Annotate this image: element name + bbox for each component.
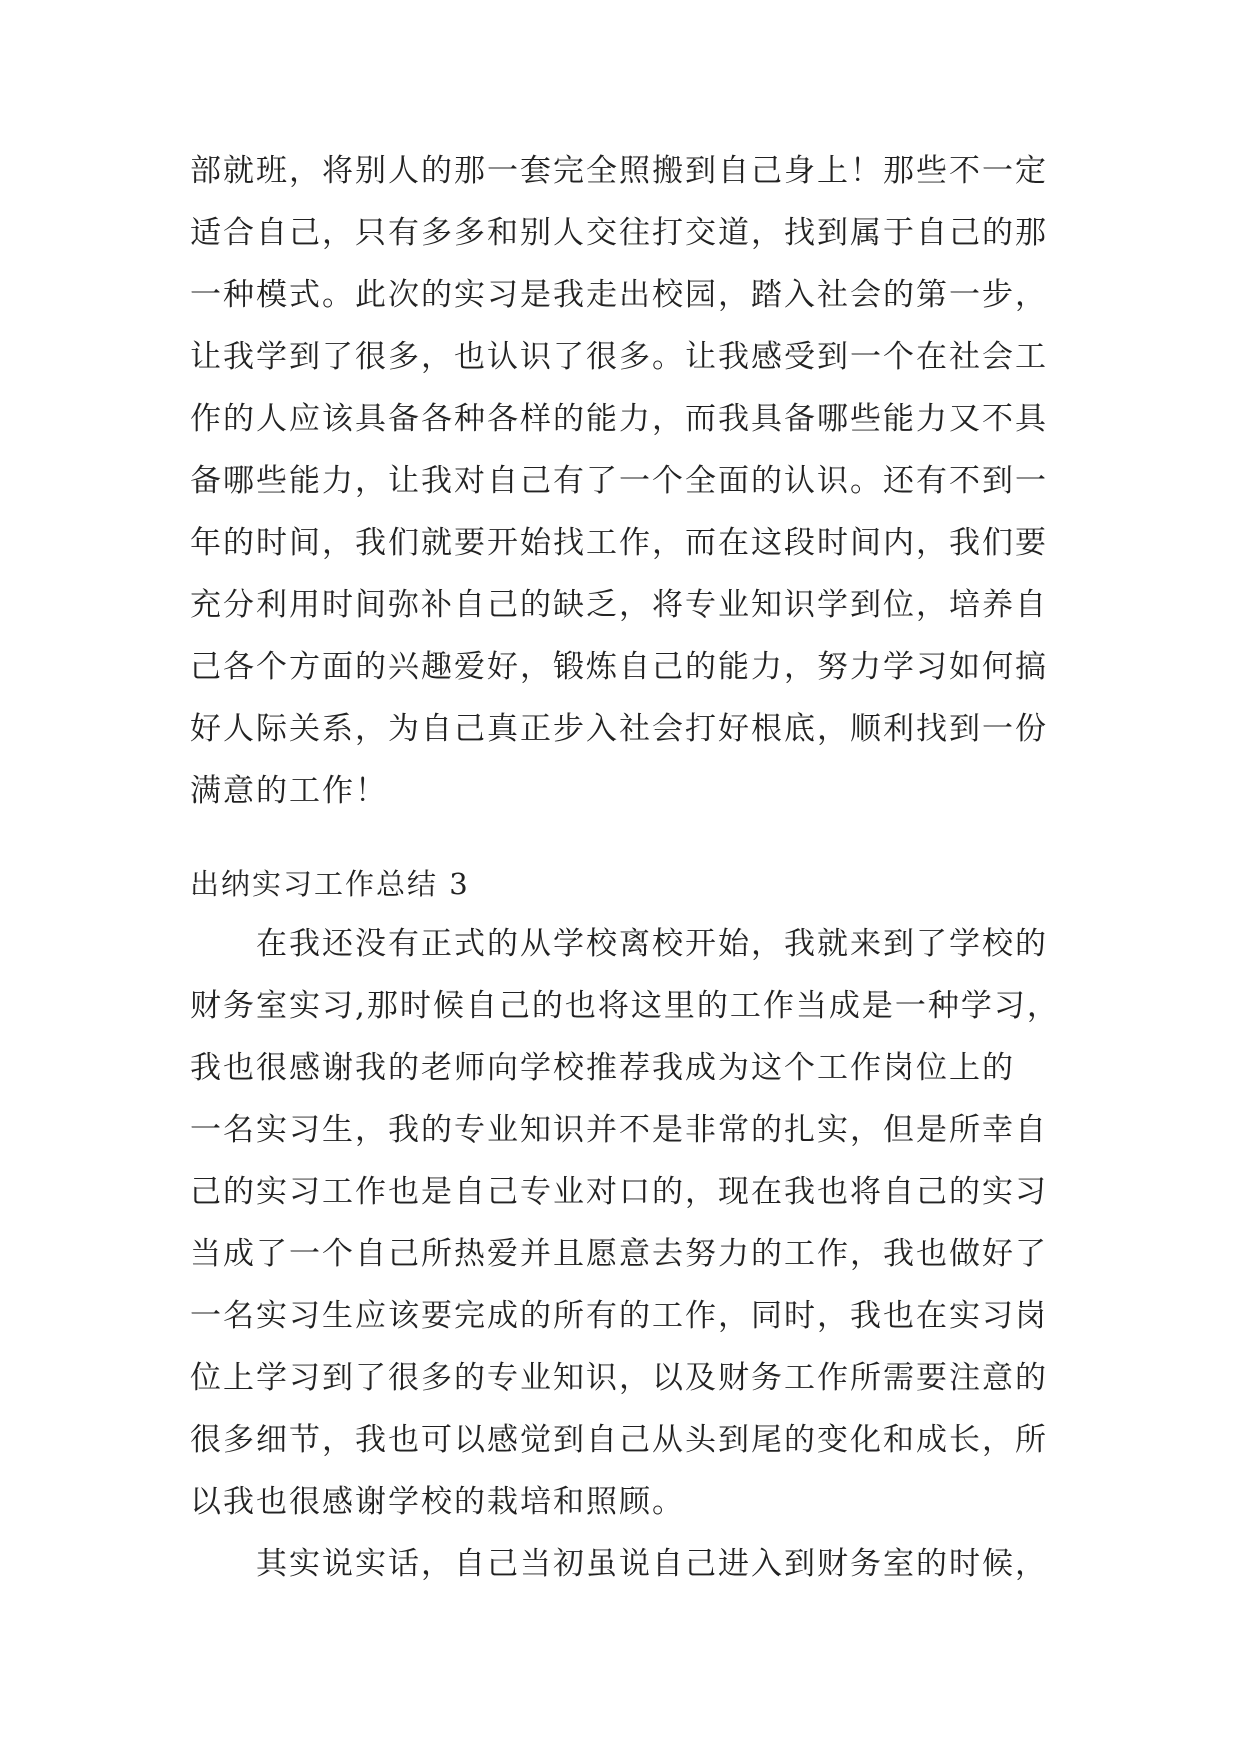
paragraph-line: 好人际关系，为自己真正步入社会打好根底，顺利找到一份 <box>190 711 1048 747</box>
paragraph-line: 满意的工作！ <box>190 773 388 809</box>
paragraph-line: 一名实习生应该要完成的所有的工作，同时，我也在实习岗 <box>190 1298 1048 1334</box>
section-heading-block <box>190 853 1060 915</box>
paragraph-line: 在我还没有正式的从学校离校开始，我就来到了学校的 <box>256 926 1048 962</box>
paragraph-line: 一名实习生，我的专业知识并不是非常的扎实，但是所幸自 <box>190 1112 1048 1148</box>
paragraph-line: 适合自己，只有多多和别人交往打交道，找到属于自己的那 <box>190 215 1048 251</box>
section-heading: 出纳实习工作总结 3 <box>190 867 470 901</box>
paragraph-line: 部就班，将别人的那一套完全照搬到自己身上！那些不一定 <box>190 153 1048 189</box>
continued-paragraph <box>190 140 1060 822</box>
paragraph-line: 充分利用时间弥补自己的缺乏，将专业知识学到位，培养自 <box>190 587 1048 623</box>
paragraph-line: 作的人应该具备各种各样的能力，而我具备哪些能力又不具 <box>190 401 1048 437</box>
paragraph-line: 己各个方面的兴趣爱好，锻炼自己的能力，努力学习如何搞 <box>190 649 1048 685</box>
section-paragraph-1 <box>190 913 1060 1533</box>
paragraph-line: 一种模式。此次的实习是我走出校园，踏入社会的第一步， <box>190 277 1048 313</box>
paragraph-line: 年的时间，我们就要开始找工作，而在这段时间内，我们要 <box>190 525 1048 561</box>
paragraph-line: 当成了一个自己所热爱并且愿意去努力的工作，我也做好了 <box>190 1236 1048 1272</box>
paragraph-line: 以我也很感谢学校的栽培和照顾。 <box>190 1484 685 1520</box>
paragraph-line: 其实说实话，自己当初虽说自己进入到财务室的时候， <box>256 1546 1048 1582</box>
section-paragraph-2 <box>190 1533 1060 1595</box>
paragraph-line: 财务室实习,那时候自己的也将这里的工作当成是一种学习， <box>190 988 1060 1024</box>
paragraph-line: 很多细节，我也可以感觉到自己从头到尾的变化和成长，所 <box>190 1422 1048 1458</box>
paragraph-line: 我也很感谢我的老师向学校推荐我成为这个工作岗位上的 <box>190 1050 1015 1086</box>
paragraph-line: 己的实习工作也是自己专业对口的，现在我也将自己的实习 <box>190 1174 1048 1210</box>
paragraph-line: 让我学到了很多，也认识了很多。让我感受到一个在社会工 <box>190 339 1048 375</box>
paragraph-line: 位上学习到了很多的专业知识，以及财务工作所需要注意的 <box>190 1360 1048 1396</box>
paragraph-line: 备哪些能力，让我对自己有了一个全面的认识。还有不到一 <box>190 463 1048 499</box>
